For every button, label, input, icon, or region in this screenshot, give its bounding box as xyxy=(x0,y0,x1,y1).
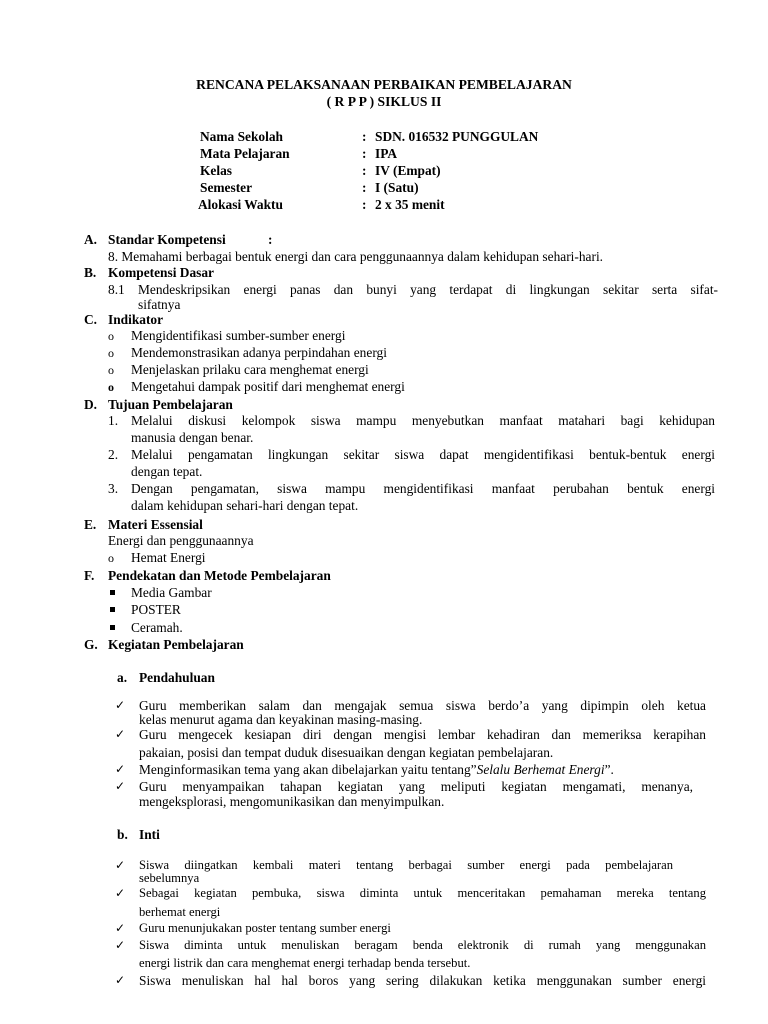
identity-colon: : xyxy=(362,197,367,212)
list-item: Guru mengecek kesiapan diri dengan mengisi lembar kehadiran dan memeriksa kerapihan xyxy=(139,727,706,742)
section-letter: F. xyxy=(84,568,95,583)
square-bullet-icon xyxy=(110,607,115,612)
list-item xyxy=(139,762,614,778)
list-item: Guru menunjukakan poster tentang sumber energi xyxy=(139,921,391,935)
circle-bullet-icon: o xyxy=(108,346,114,360)
list-item: Hemat Energi xyxy=(131,550,206,565)
list-item: Siswa diminta untuk menuliskan beragam benda elektronik di rumah yang menggunakan xyxy=(139,938,706,952)
list-item-continuation: dalam kehidupan sehari-hari dengan tepat. xyxy=(131,498,359,513)
check-icon: ✓ xyxy=(115,727,126,741)
circle-bullet-icon: o xyxy=(108,380,114,394)
check-icon: ✓ xyxy=(115,762,126,776)
circle-bullet-icon: o xyxy=(108,363,114,377)
document-title: RENCANA PELAKSANAAN PERBAIKAN PEMBELAJARAN xyxy=(196,77,572,92)
list-item: Melalui pengamatan lingkungan sekitar siswa dapat mengidentifikasi bentuk-bentuk energi xyxy=(131,447,715,462)
list-number: 1. xyxy=(108,413,119,428)
check-icon: ✓ xyxy=(115,886,126,900)
list-item: Siswa diingatkan kembali materi tentang berbagai sumber energi pada pembelajaran xyxy=(139,858,673,872)
list-item: Guru menyampaikan tahapan kegiatan yang meliputi kegiatan mengamati, menanya, xyxy=(139,779,693,794)
identity-value: SDN. 016532 PUNGGULAN xyxy=(375,129,539,144)
identity-value: I (Satu) xyxy=(375,180,419,195)
list-item: Menjelaskan prilaku cara menghemat energi xyxy=(131,362,369,377)
identity-value: 2 x 35 menit xyxy=(375,197,445,212)
identity-value: IV (Empat) xyxy=(375,163,441,178)
section-title: Kompetensi Dasar xyxy=(108,265,215,280)
subsection-title: Pendahuluan xyxy=(139,670,215,685)
section-letter: D. xyxy=(84,397,98,412)
document-subtitle: ( R P P ) SIKLUS II xyxy=(326,94,442,109)
list-item: Mendemonstrasikan adanya perpindahan energi xyxy=(131,345,387,360)
section-title: Pendekatan dan Metode Pembelajaran xyxy=(108,568,331,583)
list-item-continuation: energi listrik dan cara menghemat energi terhadap benda tersebut. xyxy=(139,956,471,970)
check-icon: ✓ xyxy=(115,698,126,712)
list-item-continuation: pakaian, posisi dan tempat duduk disesuaikan dengan kegiatan pembelajaran. xyxy=(139,745,554,760)
identity-label: Nama Sekolah xyxy=(200,129,283,144)
identity-colon: : xyxy=(362,146,367,161)
circle-bullet-icon: o xyxy=(108,551,114,565)
square-bullet-icon xyxy=(110,625,115,630)
section-letter: A. xyxy=(84,232,98,247)
list-item-continuation: kelas menurut agama dan keyakinan masing-masing. xyxy=(139,712,423,727)
list-number: 2. xyxy=(108,447,119,462)
list-item-continuation: mengeksplorasi, mengomunikasikan dan menyimpulkan. xyxy=(139,794,445,809)
check-icon: ✓ xyxy=(115,973,126,987)
list-item: POSTER xyxy=(131,602,181,617)
section-letter: G. xyxy=(84,637,98,652)
section-text: Energi dan penggunaannya xyxy=(108,533,254,548)
list-item-continuation: sebelumnya xyxy=(139,871,200,885)
check-icon: ✓ xyxy=(115,938,126,952)
section-letter: C. xyxy=(84,312,98,327)
list-item: Ceramah. xyxy=(131,620,183,635)
circle-bullet-icon: o xyxy=(108,329,114,343)
identity-label: Alokasi Waktu xyxy=(198,197,283,212)
list-item: Mengidentifikasi sumber-sumber energi xyxy=(131,328,346,343)
list-item-continuation: manusia dengan benar. xyxy=(131,430,254,445)
section-letter: B. xyxy=(84,265,97,280)
list-item: Dengan pengamatan, siswa mampu mengidentifikasi manfaat perubahan bentuk energi xyxy=(131,481,715,496)
list-item-continuation: dengan tepat. xyxy=(131,464,203,479)
section-title: Materi Essensial xyxy=(108,517,203,532)
check-icon: ✓ xyxy=(115,779,126,793)
identity-colon: : xyxy=(362,129,367,144)
list-item: Siswa menuliskan hal hal boros yang sering dilakukan ketika menggunakan sumber energi xyxy=(139,973,706,988)
section-text: 8. Memahami berbagai bentuk energi dan cara penggunaannya dalam kehidupan sehari-hari. xyxy=(108,249,604,264)
list-item: Guru memberikan salam dan mengajak semua siswa berdo’a yang dipimpin oleh ketua xyxy=(139,698,706,713)
check-icon: ✓ xyxy=(115,921,126,935)
section-title: Tujuan Pembelajaran xyxy=(108,397,233,412)
list-item-continuation: berhemat energi xyxy=(139,905,221,919)
section-text: sifatnya xyxy=(138,297,181,312)
identity-label: Mata Pelajaran xyxy=(200,146,290,161)
list-item: Mengetahui dampak positif dari menghemat energi xyxy=(131,379,405,394)
list-number: 3. xyxy=(108,481,119,496)
list-item: Media Gambar xyxy=(131,585,212,600)
check-icon: ✓ xyxy=(115,858,126,872)
identity-value: IPA xyxy=(375,146,398,161)
list-item: Melalui diskusi kelompok siswa mampu menyebutkan manfaat matahari bagi kehidupan xyxy=(131,413,715,428)
subsection-title: Inti xyxy=(139,827,160,842)
theme-title: Selalu Berhemat Energi xyxy=(476,762,605,777)
section-title: Indikator xyxy=(108,312,164,327)
section-title: Kegiatan Pembelajaran xyxy=(108,637,244,652)
subsection-label: a. xyxy=(117,670,128,685)
square-bullet-icon xyxy=(110,590,115,595)
section-letter: E. xyxy=(84,517,97,532)
list-item-text: ”. xyxy=(604,762,614,777)
section-colon: : xyxy=(268,232,273,247)
subsection-label: b. xyxy=(117,827,128,842)
section-title: Standar Kompetensi xyxy=(108,232,226,247)
identity-colon: : xyxy=(362,180,367,195)
identity-colon: : xyxy=(362,163,367,178)
list-item-text: Menginformasikan tema yang akan dibelajarkan yaitu tentang” xyxy=(139,762,477,777)
identity-label: Semester xyxy=(200,180,253,195)
section-text: 8.1 Mendeskripsikan energi panas dan bunyi yang terdapat di lingkungan sekitar serta sifat- xyxy=(108,282,718,297)
list-item: Sebagai kegiatan pembuka, siswa diminta untuk menceritakan pemahaman mereka tentang xyxy=(139,886,706,900)
identity-label: Kelas xyxy=(200,163,232,178)
